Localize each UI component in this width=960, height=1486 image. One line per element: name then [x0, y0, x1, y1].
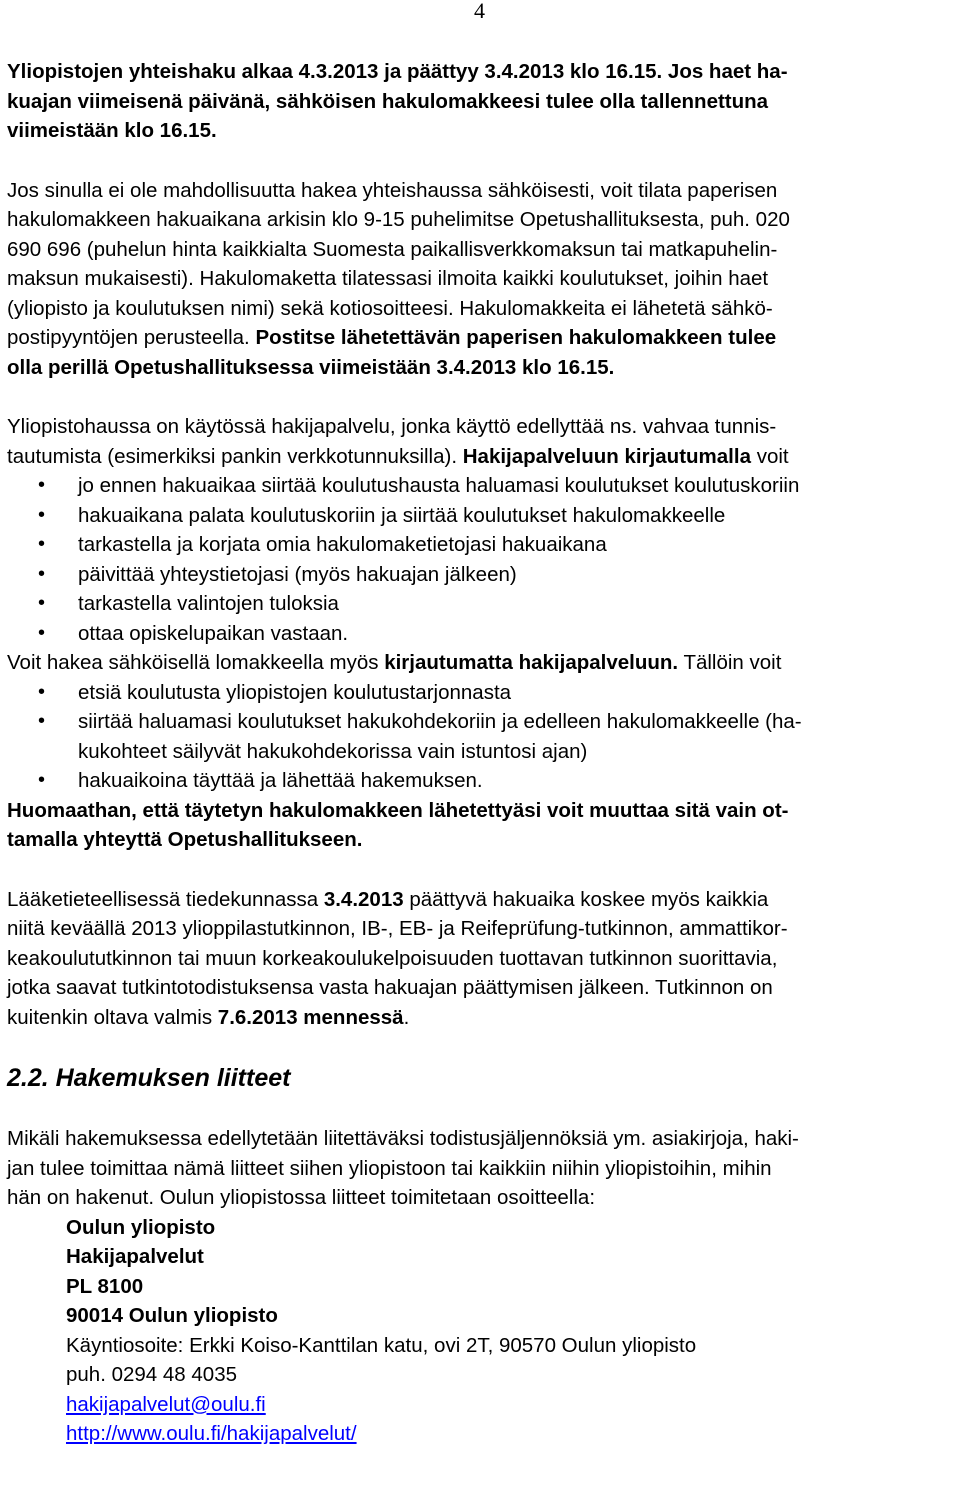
text-line: Yliopistohaussa on käytössä hakijapalvelu, jonka käyttö edellyttää ns. vahvaa tunnis- — [7, 415, 777, 438]
text-line-bold: 7.6.2013 mennessä — [217, 1005, 404, 1029]
text-line: Huomaathan, että täytetyn hakulomakkeen lähetettyäsi voit muuttaa sitä vain ot- — [7, 798, 789, 822]
text-line: tamalla yhteyttä Opetushallitukseen. — [7, 828, 363, 851]
website-link[interactable]: http://www.oulu.fi/hakijapalvelut/ — [66, 1422, 357, 1445]
bullet-icon: • — [38, 592, 46, 614]
text-line: maksun mukaisesti). Hakulomaketta tilatessasi ilmoita kaikki koulutukset, joihin haet — [7, 267, 769, 290]
application-period-paragraph — [7, 57, 955, 146]
text-line: tautumista (esimerkiksi pankin verkkotunnuksilla). — [7, 444, 458, 468]
text-line: Tällöin voit — [683, 651, 782, 674]
without-login-paragraph — [7, 648, 955, 678]
text-line: keakoulututkinnon tai muun korkeakoulukelpoisuuden tuottavan tutkinnon suorittavia, — [7, 946, 778, 970]
bullet-icon: • — [38, 680, 46, 703]
list-item: • tarkastella ja korjata omia hakulomaketietojasi hakuaikana — [7, 530, 955, 560]
without-login-actions-list — [7, 678, 955, 796]
logged-in-actions-list — [7, 471, 955, 648]
text-line: kuajan viimeisenä päivänä, sähköisen hakulomakkeesi tulee olla tallennettuna — [7, 89, 769, 113]
address-unit: Hakijapalvelut — [66, 1245, 204, 1268]
text-line-bold: kirjautumatta hakijapalveluun. — [384, 651, 679, 674]
text-line-bold: 3.4.2013 — [323, 887, 404, 911]
text-line: jotka saavat tutkintotodistuksensa vasta hakuajan päättymisen jälkeen. Tutkinnon on — [7, 976, 773, 999]
list-item: • hakuaikoina täyttää ja lähettää hakemuksen. — [7, 766, 955, 796]
text-line: . — [403, 1005, 410, 1029]
medical-faculty-paragraph — [7, 885, 955, 1033]
address-block — [7, 1213, 955, 1449]
text-line: Mikäli hakemuksessa edellytetään liitettäväksi todistusjäljennöksiä ym. asiakirjoja, haki- — [7, 1127, 799, 1150]
text-line: jan tulee toimittaa nämä liitteet siihen yliopistoon tai kaikkiin niihin yliopistoihin, mihin — [7, 1156, 772, 1180]
bullet-icon: • — [38, 474, 46, 496]
list-item: • päivittää yhteystietojasi (myös hakuajan jälkeen) — [7, 560, 955, 590]
paper-application-paragraph — [7, 176, 955, 383]
address-visit: Käyntiosoite: Erkki Koiso-Kanttilan katu, ovi 2T, 90570 Oulun yliopisto — [66, 1333, 697, 1357]
address-phone: puh. 0294 48 4035 — [66, 1363, 237, 1386]
bullet-icon: • — [38, 621, 46, 644]
attachments-paragraph — [7, 1124, 955, 1213]
text-line: 690 696 (puhelun hinta kaikkialta Suomesta paikallisverkkomaksun tai matkapuhelin- — [7, 237, 778, 261]
text-line-bold: Postitse lähetettävän paperisen hakulomakkeen tulee — [255, 326, 777, 349]
text-line: hän on hakenut. Oulun yliopistossa liitteet toimitetaan osoitteella: — [7, 1186, 596, 1209]
bullet-icon: • — [38, 710, 46, 732]
address-name: Oulun yliopisto — [66, 1215, 216, 1239]
text-line-bold: olla perillä Opetushallituksessa viimeistään 3.4.2013 klo 16.15. — [7, 355, 615, 379]
text-line: niitä keväällä 2013 ylioppilastutkinnon, IB-, EB- ja Reifeprüfung-tutkinnon, ammattikor- — [7, 917, 788, 940]
text-line: Lääketieteellisessä tiedekunnassa — [7, 887, 319, 911]
list-item: • siirtää haluamasi koulutukset hakukohdekoriin ja edelleen hakulomakkeelle (ha- kukohteet säilyvät hakukohdekorissa vain istuntosi ajan) — [7, 707, 955, 766]
text-line-bold: Hakijapalveluun kirjautumalla — [462, 444, 751, 468]
bullet-icon: • — [38, 503, 46, 526]
applicant-service-paragraph — [7, 412, 955, 471]
list-item: • etsiä koulutusta yliopistojen koulutustarjonnasta — [7, 678, 955, 708]
text-line: Yliopistojen yhteishaku alkaa 4.3.2013 ja päättyy 3.4.2013 klo 16.15. Jos haet ha- — [7, 60, 788, 83]
list-item: • hakuaikana palata koulutuskoriin ja siirtää koulutukset hakulomakkeelle — [7, 501, 955, 531]
text-line: viimeistään klo 16.15. — [7, 119, 217, 142]
bullet-icon: • — [38, 769, 46, 791]
bullet-icon: • — [38, 533, 46, 555]
address-po-box: PL 8100 — [66, 1274, 144, 1298]
bullet-icon: • — [38, 562, 46, 585]
email-link[interactable]: hakijapalvelut@oulu.fi — [66, 1392, 266, 1416]
text-line: postipyyntöjen perusteella. — [7, 326, 250, 349]
text-line: kuitenkin oltava valmis — [7, 1005, 213, 1029]
list-item: • ottaa opiskelupaikan vastaan. — [7, 619, 955, 649]
text-line: Jos sinulla ei ole mahdollisuutta hakea yhteishaussa sähköisesti, voit tilata paperisen — [7, 178, 778, 202]
document-body — [7, 57, 955, 1449]
section-heading: 2.2. Hakemuksen liitteet — [7, 1064, 291, 1092]
notice-paragraph — [7, 796, 955, 855]
text-line: Voit hakea sähköisellä lomakkeella myös — [7, 651, 379, 674]
page-number: 4 — [474, 0, 485, 23]
text-line: (yliopisto ja koulutuksen nimi) sekä kotiosoitteesi. Hakulomakkeita ei lähetetä sähkö- — [7, 296, 773, 320]
text-line: voit — [756, 444, 789, 468]
text-line: päättyvä hakuaika koskee myös kaikkia — [409, 887, 769, 911]
address-postal: 90014 Oulun yliopisto — [66, 1304, 278, 1327]
text-line: hakulomakkeen hakuaikana arkisin klo 9-15 puhelimitse Opetushallituksesta, puh. 020 — [7, 208, 790, 231]
list-item: • tarkastella valintojen tuloksia — [7, 589, 955, 619]
list-item: • jo ennen hakuaikaa siirtää koulutushausta haluamasi koulutukset koulutuskoriin — [7, 471, 955, 501]
